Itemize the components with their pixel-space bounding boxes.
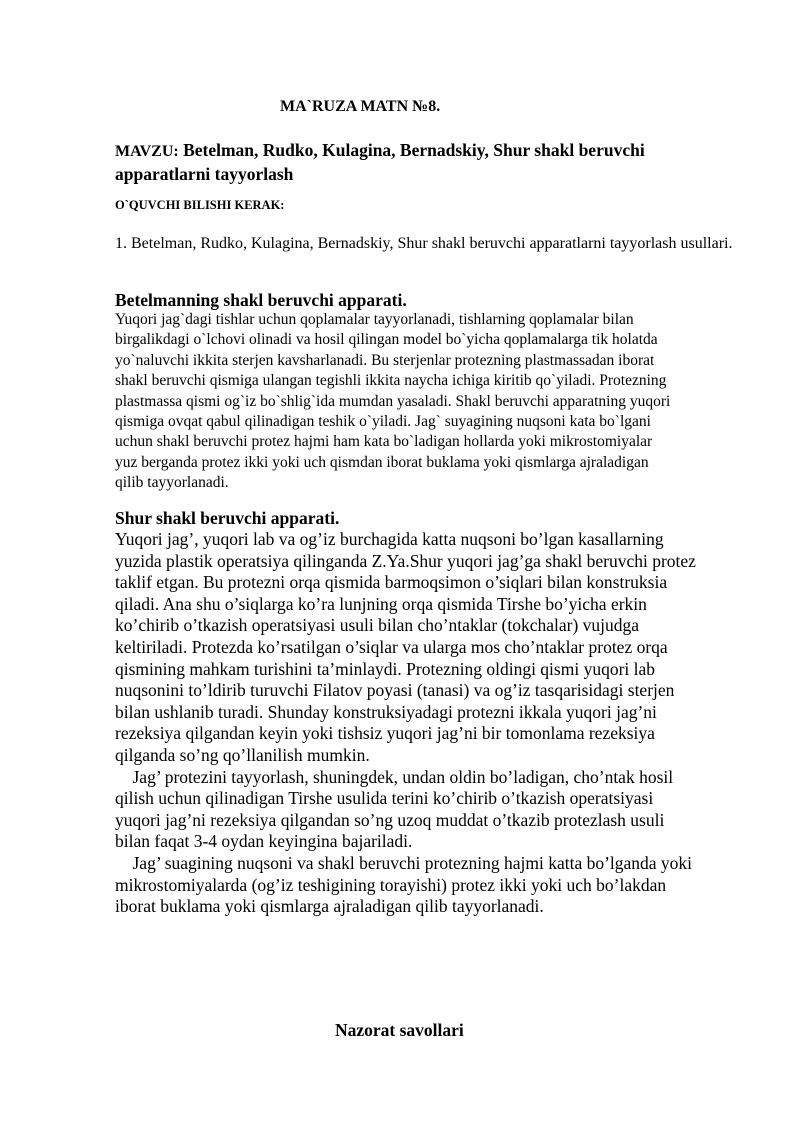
- topic-block: [115, 139, 725, 185]
- topic-label: MAVZU:: [115, 143, 179, 160]
- paragraph-line: qismining mahkam turishini ta’minlaydi. Protezning oldingi qismi yuqori lab: [115, 658, 656, 679]
- paragraph-line: taklif etgan. Bu protezni orqa qismida barmoqsimon o’siqlari bilan konstruksia: [115, 572, 668, 593]
- paragraph-line: qilganda so’ng qo’llanilish mumkin.: [115, 744, 370, 765]
- paragraph-line: Jag’ protezini tayyorlash, shuningdek, undan oldin bo’ladigan, cho’ntak hosil: [115, 766, 674, 787]
- paragraph-line: qilib tayyorlanadi.: [115, 474, 229, 492]
- learning-item-1: 1. Betelman, Rudko, Kulagina, Bernadskiy, Shur shakl beruvchi apparatlarni tayyorlash usullari.: [115, 235, 733, 252]
- paragraph-line: qiladi. Ana shu o’siqlarga ko’ra lunjning orqa qismida Tirshe bo’yicha erkin: [115, 593, 647, 614]
- betelman-section-heading: Betelmanning shakl beruvchi apparati.: [115, 290, 407, 310]
- shur-section-heading: Shur shakl beruvchi apparati.: [115, 508, 340, 528]
- paragraph-line: yuz berganda protez ikki yoki uch qismdan iborat buklama yoki qismlarga ajraladigan: [115, 453, 649, 471]
- betelman-section-body: [115, 310, 745, 494]
- control-questions-heading: Nazorat savollari: [335, 1020, 464, 1040]
- paragraph-line: uchun shakl beruvchi protez hajmi ham kata bo`ladigan hollarda yoki mikrostomiyalar: [115, 433, 653, 451]
- paragraph-line: Jag’ suagining nuqsoni va shakl beruvchi protezning hajmi katta bo’lganda yoki: [115, 852, 693, 873]
- paragraph-line: Yuqori jag’, yuqori lab va og’iz burchagida katta nuqsoni bo’lgan kasallarning: [115, 529, 664, 549]
- paragraph-line: keltiriladi. Protezda ko’rsatilgan o’siqlar va ularga mos cho’ntaklar protez orqa: [115, 636, 668, 657]
- paragraph-line: yuqori jag’ni rezeksiya qilgandan so’ng uzoq muddat o’tkazib protezlash usuli: [115, 809, 665, 830]
- paragraph-line: rezeksiya qilgandan keyin yoki tishsiz yuqori jag’ni bir tomonlama rezeksiya: [115, 723, 655, 744]
- paragraph-line: nuqsonini to’ldirib turuvchi Filatov poyasi (tanasi) va og’iz tasqarisidagi sterjen: [115, 680, 675, 701]
- paragraph-line: iborat buklama yoki qismlarga ajraladigan qilib tayyorlanadi.: [115, 896, 544, 917]
- paragraph-line: plastmassa qismi og`iz bo`shlig`ida mumdan yasaladi. Shakl beruvchi apparatning yuqori: [115, 392, 671, 410]
- paragraph-line: yuzida plastik operatsiya qilinganda Z.Ya.Shur yuqori jag’ga shakl beruvchi protez: [115, 550, 696, 571]
- must-know-heading: O`QUVCHI BILISHI KERAK:: [115, 198, 285, 212]
- topic-text: Betelman, Rudko, Kulagina, Bernadskiy, Shur shakl beruvchi apparatlarni tayyorlash: [115, 140, 645, 184]
- paragraph-line: ko’chirib o’tkazish operatsiyasi usuli bilan cho’ntaklar (tokchalar) vujudga: [115, 615, 640, 636]
- paragraph-line: Yuqori jag`dagi tishlar uchun qoplamalar tayyorlanadi, tishlarning qoplamalar bilan: [115, 311, 634, 328]
- paragraph-line: shakl beruvchi qismiga ulangan tegishli ikkita naycha ichiga kiritib qo`yiladi. Protezning: [115, 372, 667, 390]
- paragraph-line: mikrostomiyalarda (og’iz teshigining torayishi) protez ikki yoki uch bo’lakdan: [115, 874, 667, 895]
- lecture-title: MA`RUZA MATN №8.: [280, 98, 441, 115]
- paragraph-line: yo`naluvchi ikkita sterjen kavsharlanadi. Bu sterjenlar protezning plastmassadan iborat: [115, 351, 655, 369]
- paragraph-line: qismiga ovqat qabul qilinadigan teshik o`yiladi. Jag` suyagining nuqsoni kata bo`lgani: [115, 413, 651, 431]
- paragraph-line: bilan ushlanib turadi. Shunday konstruksiyadagi protezni ikkala yuqori jag’ni: [115, 701, 657, 722]
- paragraph-line: bilan faqat 3-4 oydan keyingina bajariladi.: [115, 831, 413, 852]
- shur-section-body: [115, 529, 755, 918]
- paragraph-line: qilish uchun qilinadigan Tirshe usulida terini ko’chirib o’tkazish operatsiyasi: [115, 788, 654, 809]
- paragraph-line: birgalikdagi o`lchovi olinadi va hosil qilingan model bo`yicha qoplamalarga tik holatda: [115, 331, 658, 349]
